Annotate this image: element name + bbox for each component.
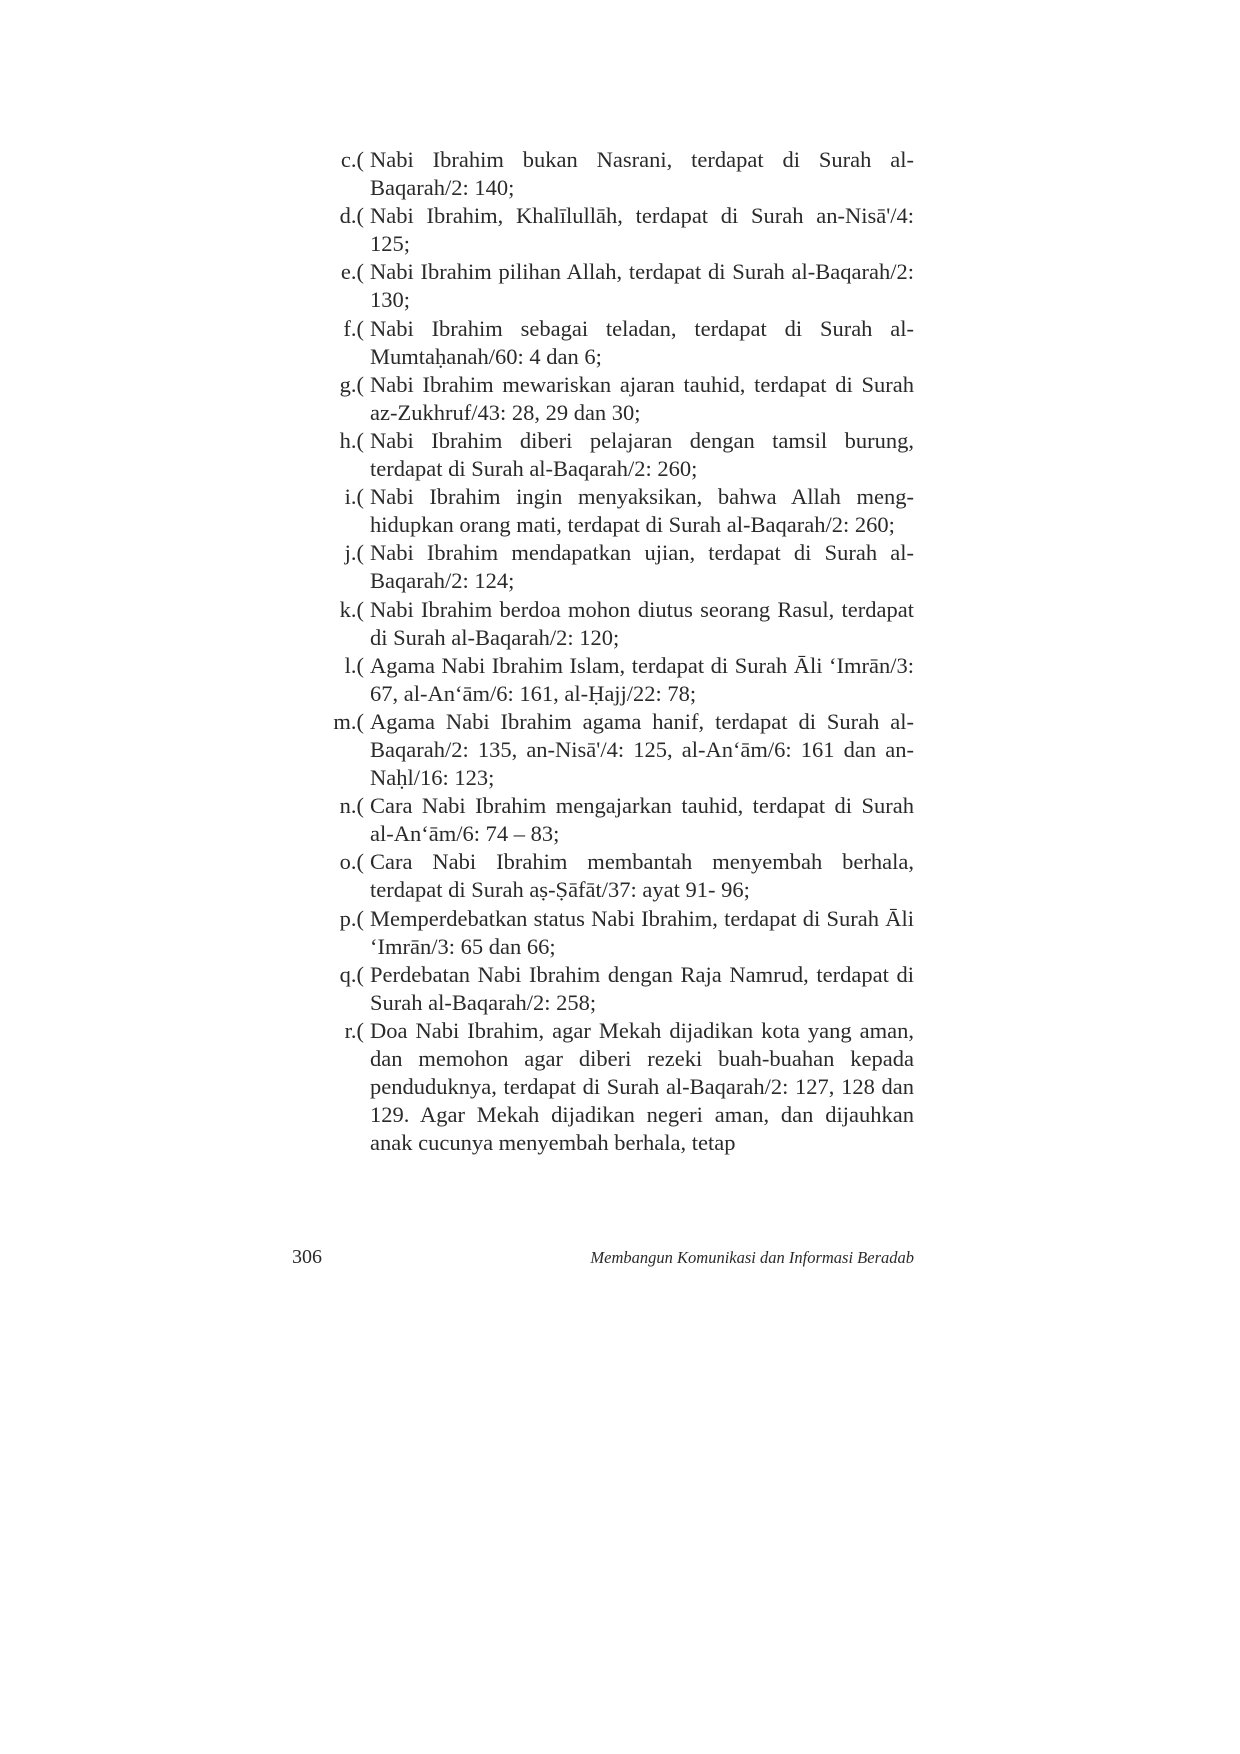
list-item-text: Nabi Ibrahim ingin menyaksikan, bahwa Allah meng-hidupkan orang mati, terdapat di Surah al-Baqarah/2: 260; [370, 484, 914, 538]
list-item: g.( Nabi Ibrahim mewariskan ajaran tauhid, terdapat di Surah az-Zukhruf/43: 28, 29 dan 30; [339, 371, 914, 425]
list-item-text: Nabi Ibrahim berdoa mohon diutus seorang Rasul, terdapat di Surah al-Baqarah/2: 120; [370, 596, 914, 650]
list-item: o.( Cara Nabi Ibrahim membantah menyembah berhala, terdapat di Surah aṣ-Ṣāfāt/37: ayat 91- 96; [339, 849, 914, 903]
list-item-text: Memperdebatkan status Nabi Ibrahim, terdapat di Surah Āli ‘Imrān/3: 65 dan 66; [370, 905, 914, 959]
list-item: e.( Nabi Ibrahim pilihan Allah, terdapat di Surah al-Baqarah/2: 130; [340, 259, 914, 313]
list-item: q.( Perdebatan Nabi Ibrahim dengan Raja Namrud, terdapat di Surah al-Baqarah/2: 258; [339, 961, 914, 1015]
page-footer [292, 1245, 914, 1275]
list-item-text: Perdebatan Nabi Ibrahim dengan Raja Namrud, terdapat di Surah al-Baqarah/2: 258; [370, 961, 914, 1015]
list-item-text: Agama Nabi Ibrahim agama hanif, terdapat di Surah al-Baqarah/2: 135, an-Nisā'/4: 125, al-An‘ām/6: 161 dan an-Naḥl/16: 123; [370, 708, 914, 791]
page-number: 306 [292, 1246, 322, 1268]
list-item: i.( Nabi Ibrahim ingin menyaksikan, bahwa Allah meng-hidupkan orang mati, terdapat di Surah al-Baqarah/2: 260; [344, 484, 914, 538]
list-item-text: Nabi Ibrahim, Khalīlullāh, terdapat di Surah an-Nisā'/4: 125; [370, 203, 914, 257]
list-item-text: Cara Nabi Ibrahim mengajarkan tauhid, terdapat di Surah al-An‘ām/6: 74 – 83; [370, 793, 914, 847]
list-item: n.( Cara Nabi Ibrahim mengajarkan tauhid, terdapat di Surah al-An‘ām/6: 74 – 83; [339, 793, 914, 847]
list-item: j.( Nabi Ibrahim mendapatkan ujian, terdapat di Surah al-Baqarah/2: 124; [344, 540, 914, 594]
list-item-text: Cara Nabi Ibrahim membantah menyembah berhala, terdapat di Surah aṣ-Ṣāfāt/37: ayat 91- 96; [370, 849, 914, 903]
list-item-text: Nabi Ibrahim mewariskan ajaran tauhid, terdapat di Surah az-Zukhruf/43: 28, 29 dan 30; [370, 371, 914, 425]
running-title: Membangun Komunikasi dan Informasi Beradab [590, 1248, 914, 1267]
list-item-text: Nabi Ibrahim bukan Nasrani, terdapat di Surah al-Baqarah/2: 140; [370, 147, 914, 201]
list-item: f.( Nabi Ibrahim sebagai teladan, terdapat di Surah al-Mumtaḥanah/60: 4 dan 6; [343, 315, 914, 369]
reference-list [330, 146, 914, 1157]
list-item: r.( Doa Nabi Ibrahim, agar Mekah dijadikan kota yang aman, dan memohon agar diberi rezeki buah-buahan kepada penduduknya, terdapat di Surah al-Baqarah/2: 127, 128 dan 129. Agar Mekah dijadikan negeri aman, dan dijauhkan anak cucunya menyembah berhala, tetap [344, 1017, 914, 1156]
list-item-text: Doa Nabi Ibrahim, agar Mekah dijadikan kota yang aman, dan memohon agar diberi rezeki buah-buahan kepada penduduknya, terdapat di Surah al-Baqarah/2: 127, 128 dan 129. Agar Mekah dijadikan negeri aman, dan dijauhkan anak cucunya menyembah berhala, tetap [370, 1017, 914, 1156]
list-item-text: Nabi Ibrahim pilihan Allah, terdapat di Surah al-Baqarah/2: 130; [370, 259, 914, 313]
list-item: p.( Memperdebatkan status Nabi Ibrahim, terdapat di Surah Āli ‘Imrān/3: 65 dan 66; [339, 905, 914, 959]
list-item: d.( Nabi Ibrahim, Khalīlullāh, terdapat di Surah an-Nisā'/4: 125; [339, 203, 914, 257]
list-item: h.( Nabi Ibrahim diberi pelajaran dengan tamsil burung, terdapat di Surah al-Baqarah/2: 260; [339, 427, 914, 482]
list-item-text: Nabi Ibrahim mendapatkan ujian, terdapat di Surah al-Baqarah/2: 124; [370, 540, 914, 594]
list-item-text: Agama Nabi Ibrahim Islam, terdapat di Surah Āli ‘Imrān/3: 67, al-An‘ām/6: 161, al-Ḥajj/22: 78; [370, 652, 914, 706]
list-item: l.( Agama Nabi Ibrahim Islam, terdapat di Surah Āli ‘Imrān/3: 67, al-An‘ām/6: 161, al-Ḥajj/22: 78; [344, 652, 914, 706]
list-item: m.( Agama Nabi Ibrahim agama hanif, terdapat di Surah al-Baqarah/2: 135, an-Nisā'/4: 125, al-An‘ām/6: 161 dan an-Naḥl/16: 123; [333, 708, 914, 791]
list-item-text: Nabi Ibrahim diberi pelajaran dengan tamsil burung, terdapat di Surah al-Baqarah/2: 260; [370, 427, 914, 482]
list-item: k.( Nabi Ibrahim berdoa mohon diutus seorang Rasul, terdapat di Surah al-Baqarah/2: 120; [339, 596, 914, 650]
list-item: c.( Nabi Ibrahim bukan Nasrani, terdapat di Surah al-Baqarah/2: 140; [340, 147, 914, 201]
list-item-text: Nabi Ibrahim sebagai teladan, terdapat di Surah al-Mumtaḥanah/60: 4 dan 6; [370, 315, 914, 369]
